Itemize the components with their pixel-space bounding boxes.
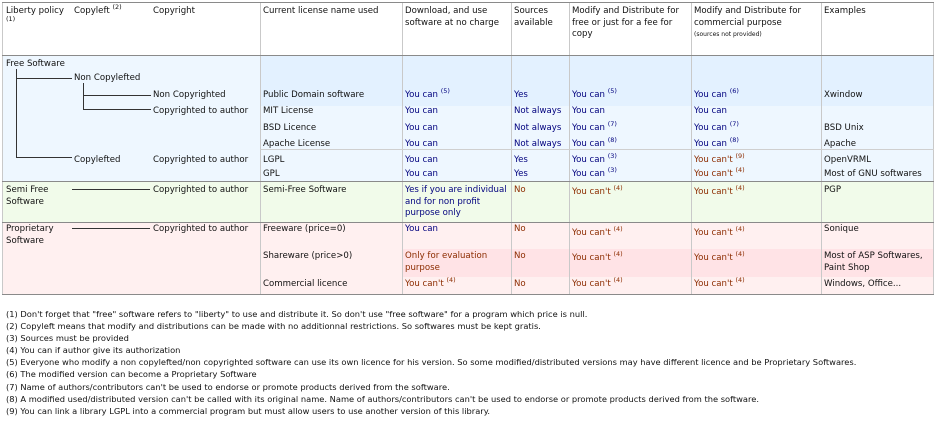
license-cell: Apache License [263,139,331,149]
download-cell: You can [405,139,438,149]
sources-cell: Yes [514,169,528,179]
license-cell: Public Domain software [263,90,365,100]
license-cell: BSD Licence [263,123,317,133]
modify-free-cell: You can $^{(7)}$ [572,120,617,133]
modify-commercial-cell: You can't $^{(4)}$ [694,166,745,179]
footnote: (2) Copyleft means that modify and distributions can be made with no additionnal restrictions. So softwares must be kept gratis. [6,321,541,332]
modify-free-cell: You can $^{(5)}$ [572,87,617,100]
tree-non-copylefted: Non Copylefted [74,73,141,83]
modify-commercial-cell: You can $^{(6)}$ [694,87,739,100]
footnote: (8) A modified used/distributed version can't be called with its original name. Name of authors/contributors can't be used to endorse or promote products derived from the software. [6,393,759,404]
tree-connector [83,95,151,96]
tree-copyrighted-author-1: Copyrighted to author [153,106,249,116]
tree-semi-free: Semi Free Software [6,185,49,207]
tree-copyrighted-author-4: Copyrighted to author [153,224,249,234]
license-cell: Freeware (price=0) [263,224,346,234]
modify-free-cell: You can't $^{(4)}$ [572,225,623,238]
header-copyleft: Copyleft $^{(2)}$ [74,3,122,16]
header-modify-commercial: Modify and Distribute for commercial purpose (sources not provided) [694,6,801,38]
example-cell: Most of ASP Softwares, Paint Shop [824,251,923,273]
download-cell: You can [405,169,438,179]
sources-cell: No [514,279,526,289]
header-liberty-policy: Liberty policy $^{(1)}$ [6,6,64,23]
footnote: (6) The modified version can become a Proprietary Software [6,369,257,380]
modify-commercial-cell: You can't $^{(4)}$ [694,225,745,238]
sources-cell: Not always [514,106,562,116]
download-cell: You can [405,106,438,116]
sources-cell: No [514,251,526,261]
example-cell: OpenVRML [824,155,872,165]
license-cell: Commercial licence [263,279,348,289]
tree-proprietary: Proprietary Software [6,224,54,246]
modify-free-cell: You can $^{(8)}$ [572,136,617,149]
license-comparison-table [2,2,934,295]
license-cell: LGPL [263,155,285,165]
sources-cell: Not always [514,139,562,149]
footnotes [6,308,934,417]
modify-commercial-cell: You can $^{(8)}$ [694,136,739,149]
example-cell: Apache [824,139,857,149]
tree-connector [83,109,151,110]
sources-cell: Yes [514,90,528,100]
tree-connector [72,189,150,190]
modify-free-cell: You can't $^{(4)}$ [572,184,623,197]
modify-commercial-cell: You can $^{(7)}$ [694,120,739,133]
download-cell: You can [405,224,438,234]
footnote: (1) Don't forget that "free" software refers to "liberty" to use and distribute it. So don't use "free software" for a program which price is null. [6,309,588,319]
header-sources: Sources available [514,6,553,28]
download-cell: You can't $^{(4)}$ [405,276,456,289]
modify-free-cell: You can't $^{(4)}$ [572,250,623,263]
sources-cell: No [514,185,526,195]
modify-free-cell: You can't $^{(4)}$ [572,276,623,289]
example-cell: Most of GNU softwares [824,169,922,179]
modify-commercial-cell: You can't $^{(4)}$ [694,184,745,197]
download-cell: You can $^{(5)}$ [405,87,450,100]
header-download: Download, and use software at no charge [405,6,500,28]
sources-cell: No [514,224,526,234]
header-copyright: Copyright [153,6,195,16]
license-cell: MIT License [263,106,314,116]
sources-cell: Not always [514,123,562,133]
download-cell: Yes if you are individual and for non profit purpose only [405,185,507,218]
tree-copylefted: Copylefted [74,155,121,165]
tree-connector [16,69,17,157]
footnote: (4) You can if author give its authorization [6,345,181,356]
download-cell: Only for evaluation purpose [405,251,488,273]
license-cell: Semi-Free Software [263,185,347,195]
free-software-band [2,55,934,181]
footnote: (7) Name of authors/contributors can't be used to endorse or promote products derived from the software. [6,381,450,392]
modify-commercial-cell: You can't $^{(4)}$ [694,250,745,263]
download-cell: You can [405,123,438,133]
license-cell: Shareware (price>0) [263,251,353,261]
example-cell: Windows, Office... [824,279,902,289]
modify-free-cell: You can $^{(3)}$ [572,152,617,165]
license-cell: GPL [263,169,280,179]
header-modify-free: Modify and Distribute for free or just for a fee for copy [572,6,679,39]
tree-connector [83,83,84,109]
modify-commercial-cell: You can't $^{(4)}$ [694,276,745,289]
header-license-name: Current license name used [263,6,379,16]
example-cell: Sonique [824,224,859,234]
footnote: (3) Sources must be provided [6,333,129,344]
tree-connector [16,78,72,79]
tree-connector [16,157,72,158]
modify-free-cell: You can $^{(3)}$ [572,166,617,179]
sources-cell: Yes [514,155,528,165]
example-cell: BSD Unix [824,123,864,133]
download-cell: You can [405,155,438,165]
tree-connector [72,228,150,229]
tree-free-software: Free Software [6,59,65,69]
example-cell: Xwindow [824,90,863,100]
modify-commercial-cell: You can't $^{(9)}$ [694,152,745,165]
modify-commercial-cell: You can [694,106,727,116]
footnote: (9) You can link a library LGPL into a commercial program but must allow users to use another version of this library. [6,405,491,416]
header-examples: Examples [824,6,866,16]
tree-copyrighted-author-2: Copyrighted to author [153,155,249,165]
example-cell: PGP [824,185,842,195]
tree-copyrighted-author-3: Copyrighted to author [153,185,249,195]
modify-free-cell: You can [572,106,605,116]
footnote: (5) Everyone who modify a non copylefted/non copyrighted software can use its own licence for his version. So some modified/distributed versions may have different licence and be Proprietary Softwares. [6,357,857,368]
tree-non-copyrighted: Non Copyrighted [153,90,226,100]
